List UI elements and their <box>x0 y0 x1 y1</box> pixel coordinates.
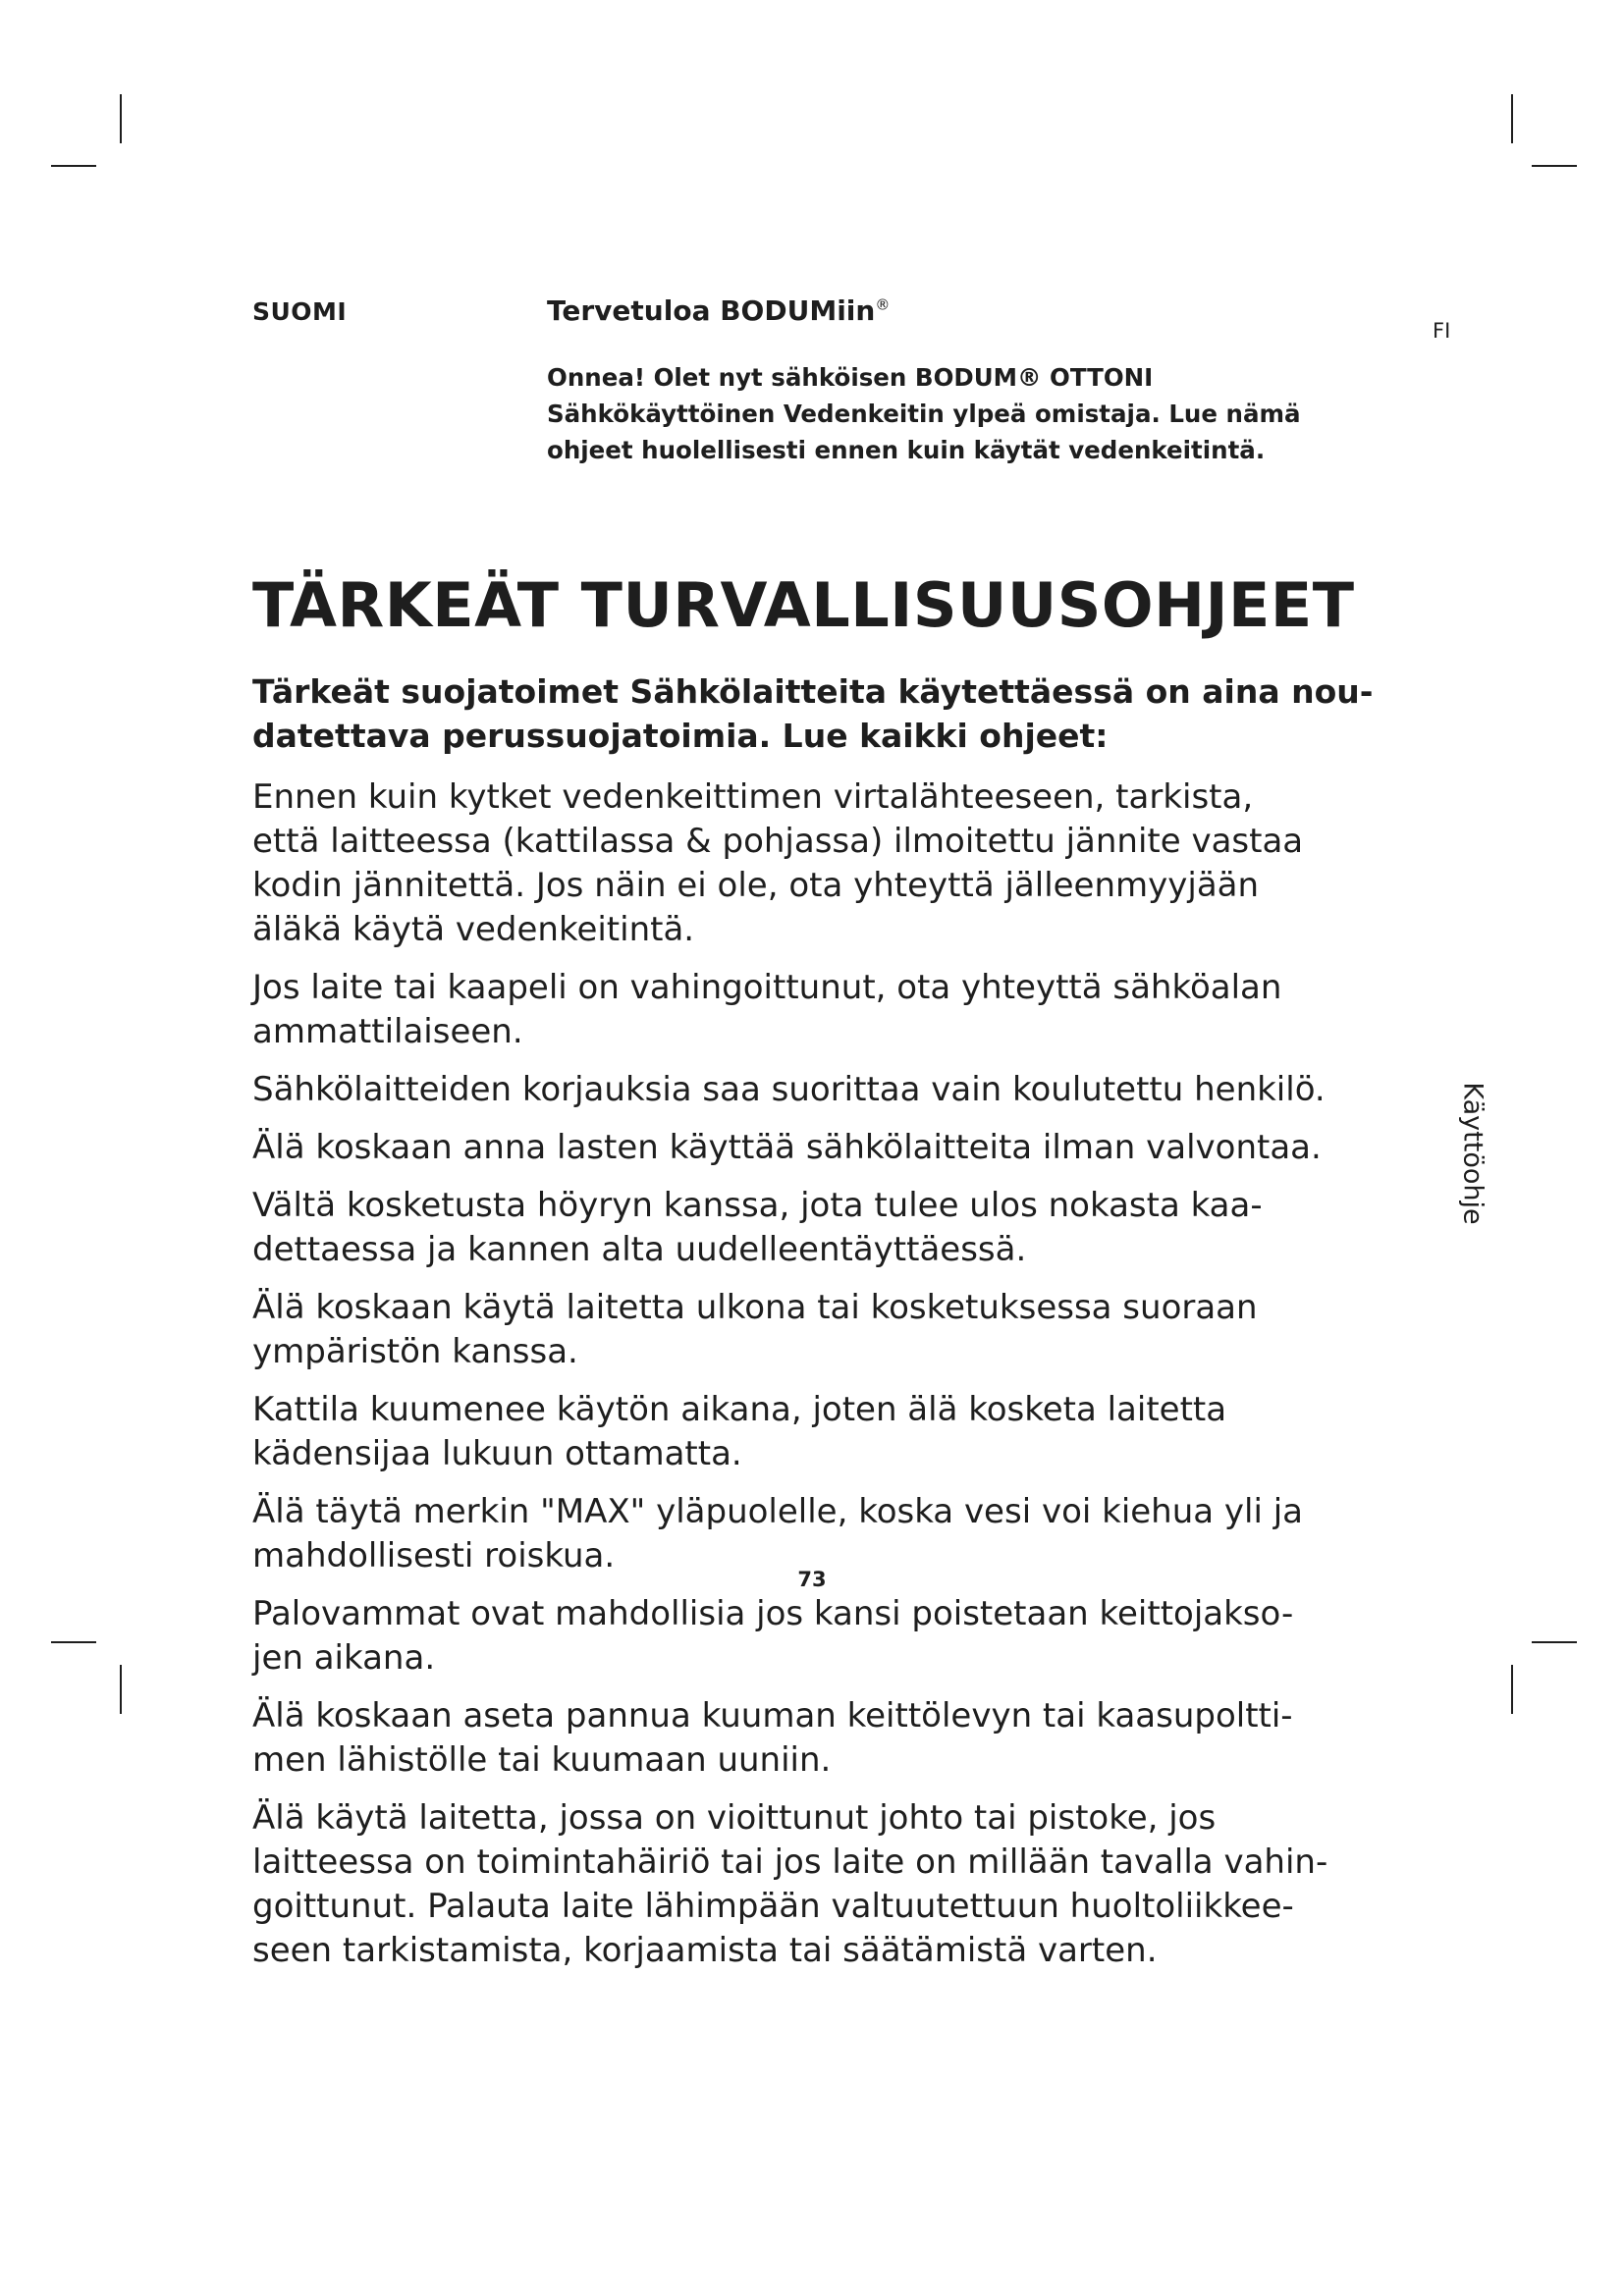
instruction-line: Sähkölaitteiden korjauksia saa suorittaa vain koulutettu henkilö. <box>252 1070 1326 1109</box>
welcome-title <box>547 294 890 327</box>
crop-mark-bottom-right-vertical <box>1511 1665 1513 1714</box>
instruction-line: Älä koskaan anna lasten käyttää sähkölaitteita ilman valvontaa. <box>252 1128 1322 1167</box>
instruction-line: jen aikana. <box>252 1638 436 1678</box>
instruction-line: Kattila kuumenee käytön aikana, joten älä kosketa laitetta <box>252 1390 1227 1429</box>
crop-mark-bottom-left-vertical <box>120 1665 122 1714</box>
page-number: 73 <box>797 1568 827 1591</box>
instruction-line: että laitteessa (kattilassa & pohjassa) ilmoitettu jännite vastaa <box>252 822 1304 861</box>
instruction-line: Älä koskaan käytä laitetta ulkona tai kosketuksessa suoraan <box>252 1288 1258 1327</box>
instruction-paragraph <box>252 1592 1411 1681</box>
instruction-line: Älä täytä merkin "MAX" yläpuolelle, koska vesi voi kiehua yli ja <box>252 1492 1304 1531</box>
instruction-line: laitteessa on toimintahäiriö tai jos laite on millään tavalla vahin- <box>252 1842 1328 1882</box>
crop-mark-top-right-vertical <box>1511 94 1513 143</box>
instruction-line: goittunut. Palauta laite lähimpään valtuutettuun huoltoliikkee- <box>252 1887 1294 1926</box>
instruction-paragraph <box>252 1388 1411 1476</box>
instruction-line: Vältä kosketusta höyryn kanssa, jota tulee ulos nokasta kaa- <box>252 1186 1263 1225</box>
safety-instructions <box>252 775 1411 1987</box>
crop-mark-bottom-left-horizontal <box>51 1641 96 1643</box>
instruction-line: Älä koskaan aseta pannua kuuman keittölevyn tai kaasupoltti- <box>252 1696 1293 1735</box>
instruction-line: kädensijaa lukuun ottamatta. <box>252 1434 742 1473</box>
instruction-paragraph <box>252 1694 1411 1783</box>
section-label: SUOMI <box>252 297 348 326</box>
instruction-paragraph <box>252 966 1411 1054</box>
instruction-paragraph <box>252 1286 1411 1374</box>
instruction-paragraph <box>252 1490 1411 1578</box>
subheading-line: Tärkeät suojatoimet Sähkölaitteita käytettäessä on aina nou- <box>252 672 1374 711</box>
crop-mark-top-left-vertical <box>120 94 122 143</box>
instruction-line: ympäristön kanssa. <box>252 1332 578 1371</box>
registered-mark: ® <box>875 295 891 314</box>
welcome-title-text: Tervetuloa BODUMiin <box>547 294 876 327</box>
instruction-paragraph <box>252 1184 1411 1272</box>
intro-text <box>547 359 1391 468</box>
instruction-line: seen tarkistamista, korjaamista tai säätämistä varten. <box>252 1931 1158 1970</box>
instruction-line: dettaessa ja kannen alta uudelleentäyttäessä. <box>252 1230 1027 1269</box>
intro-line: ohjeet huolellisesti ennen kuin käytät vedenkeitintä. <box>547 436 1266 464</box>
crop-mark-top-left-horizontal <box>51 165 96 167</box>
crop-mark-top-right-horizontal <box>1532 165 1577 167</box>
instruction-paragraph <box>252 1796 1411 1973</box>
intro-line: Sähkökäyttöinen Vedenkeitin ylpeä omistaja. Lue nämä <box>547 400 1301 428</box>
instruction-line: men lähistölle tai kuumaan uuniin. <box>252 1740 832 1780</box>
page-title: TÄRKEÄT TURVALLISUUSOHJEET <box>252 569 1355 641</box>
instruction-paragraph <box>252 775 1411 952</box>
instruction-line: ammattilaiseen. <box>252 1012 523 1051</box>
instruction-paragraph <box>252 1068 1411 1112</box>
instruction-line: kodin jännitettä. Jos näin ei ole, ota yhteyttä jälleenmyyjään <box>252 866 1260 905</box>
language-code: FI <box>1433 319 1451 343</box>
side-tab-label: Käyttöohje <box>1457 1082 1489 1225</box>
subheading <box>252 669 1401 758</box>
instruction-line: mahdollisesti roiskua. <box>252 1536 616 1575</box>
instruction-line: äläkä käytä vedenkeitintä. <box>252 910 695 949</box>
instruction-line: Jos laite tai kaapeli on vahingoittunut, ota yhteyttä sähköalan <box>252 968 1282 1007</box>
instruction-line: Älä käytä laitetta, jossa on vioittunut johto tai pistoke, jos <box>252 1798 1217 1838</box>
instruction-paragraph <box>252 1126 1411 1170</box>
subheading-line: datettava perussuojatoimia. Lue kaikki ohjeet: <box>252 717 1109 755</box>
intro-line: Onnea! Olet nyt sähköisen BODUM® OTTONI <box>547 363 1154 392</box>
instruction-line: Ennen kuin kytket vedenkeittimen virtalähteeseen, tarkista, <box>252 777 1254 817</box>
crop-mark-bottom-right-horizontal <box>1532 1641 1577 1643</box>
instruction-line: Palovammat ovat mahdollisia jos kansi poistetaan keittojakso- <box>252 1594 1294 1633</box>
